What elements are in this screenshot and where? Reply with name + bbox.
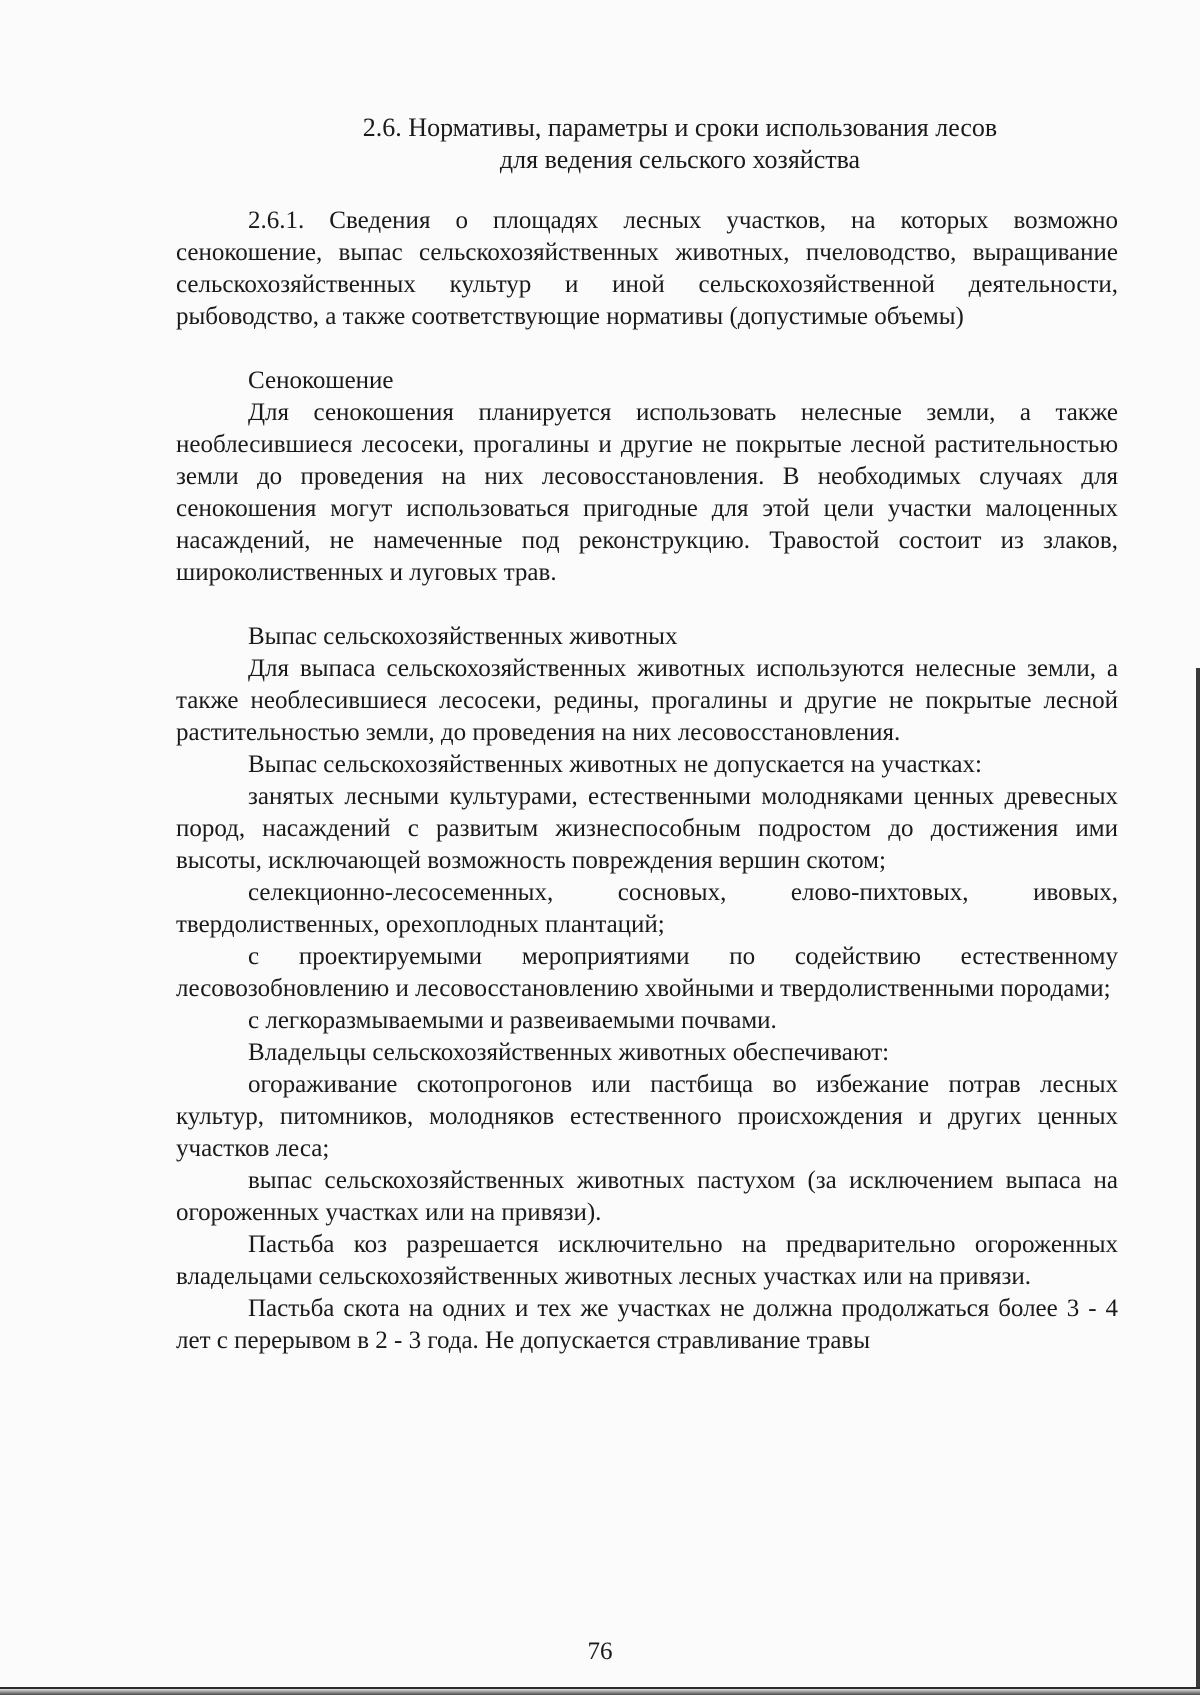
haymaking-heading: Сенокошение [248, 367, 394, 394]
grazing-heading: Выпас сельскохозяйственных животных [248, 623, 678, 650]
grazing-paragraph-5: с проектируемыми мероприятиями по содействию естественному лесовозобновлению и лесовосстановлению хвойными и твердолиственными породами; [176, 943, 1118, 1002]
page-number: 76 [587, 1638, 613, 1665]
haymaking-paragraph: Для сенокошения планируется использовать нелесные земли, а также необлесившиеся лесосеки, прогалины и другие не покрытые лесной растительностью земли до проведения на них лесовосстановления. В необходимых случаях для сенокошения могут использоваться пригодные для этой цели участки малоценных насаждений, не намеченные под реконструкцию. Травостой состоит из злаков, широколиственных и луговых трав. [176, 399, 1118, 586]
section-title-line-2: для ведения сельского хозяйства [499, 145, 861, 174]
grazing-paragraph-9: выпас сельскохозяйственных животных пастухом (за исключением выпаса на огороженных участках или на привязи). [176, 1167, 1118, 1226]
scan-edge-right [1196, 668, 1200, 1695]
grazing-paragraph-4: селекционно-лесосеменных, сосновых, елово-пихтовых, ивовых, твердолиственных, орехоплодных плантаций; [176, 879, 1118, 938]
subsection-2-6-1: 2.6.1. Сведения о площадях лесных участков, на которых возможно сенокошение, выпас сельскохозяйственных животных, пчеловодство, выращивание сельскохозяйственных культур и иной сельскохозяйственной деятельности, рыбоводство, а также соответствующие нормативы (допустимые объемы) [176, 207, 1118, 330]
grazing-paragraph-8: огораживание скотопрогонов или пастбища во избежание потрав лесных культур, питомников, молодняков естественного происхождения и других ценных участков леса; [176, 1071, 1118, 1162]
scan-edge-bottom [0, 1689, 1200, 1695]
section-title-line-1: 2.6. Нормативы, параметры и сроки использования лесов [362, 113, 998, 142]
grazing-paragraph-7: Владельцы сельскохозяйственных животных обеспечивают: [248, 1039, 890, 1066]
grazing-paragraph-1: Для выпаса сельскохозяйственных животных используются нелесные земли, а также необлесившиеся лесосеки, редины, прогалины и другие не покрытые лесной растительностью земли, до проведения на них лесовосстановления. [176, 655, 1118, 746]
grazing-paragraph-3: занятых лесными культурами, естественными молодняками ценных древесных пород, насаждений с развитым жизнеспособным подростом до достижения ими высоты, исключающей возможность повреждения вершин скотом; [176, 783, 1118, 874]
grazing-paragraph-10: Пастьба коз разрешается исключительно на предварительно огороженных владельцами сельскохозяйственных животных лесных участках или на привязи. [176, 1231, 1118, 1290]
grazing-paragraph-2: Выпас сельскохозяйственных животных не допускается на участках: [248, 751, 982, 778]
section-title [300, 112, 1060, 176]
grazing-paragraph-11: Пастьба скота на одних и тех же участках не должна продолжаться более 3 - 4 лет с перерывом в 2 - 3 года. Не допускается стравливание травы [176, 1295, 1118, 1354]
document-body [176, 205, 1118, 1357]
grazing-paragraph-6: с легкоразмываемыми и развеиваемыми почвами. [248, 1007, 777, 1034]
